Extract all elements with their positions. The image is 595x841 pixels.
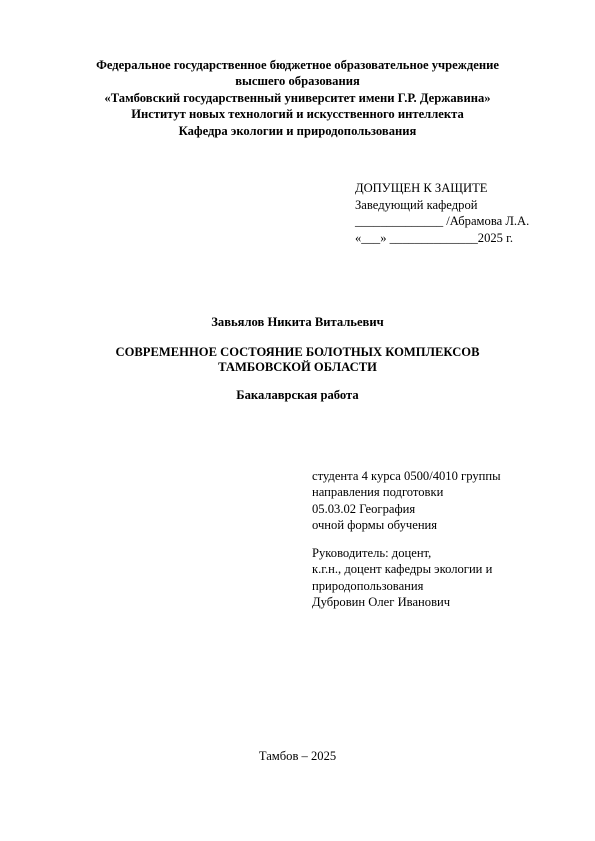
city-year: Тамбов – 2025 — [258, 749, 337, 763]
supervisor-degree: к.г.н., доцент кафедры экологии и — [312, 562, 493, 577]
supervisor-title: Руководитель: доцент, — [312, 546, 432, 560]
header-line-education-level: высшего образования — [235, 74, 360, 89]
approval-head-of-department: Заведующий кафедрой — [355, 197, 478, 212]
student-info-direction: направления подготовки — [312, 485, 444, 500]
institution-header — [70, 57, 525, 139]
approval-date-line: «___» ______________2025 г. — [355, 230, 514, 245]
thesis-title-line-2: ТАМБОВСКОЙ ОБЛАСТИ — [218, 359, 377, 374]
supervisor-info — [312, 545, 492, 611]
work-type: Бакалаврская работа — [236, 388, 359, 402]
thesis-title — [70, 345, 525, 375]
approval-heading: ДОПУЩЕН К ЗАЩИТЕ — [355, 181, 488, 195]
author-name: Завьялов Никита Витальевич — [211, 315, 384, 329]
thesis-title-line-1: СОВРЕМЕННОЕ СОСТОЯНИЕ БОЛОТНЫХ КОМПЛЕКСОВ — [115, 345, 480, 359]
supervisor-name: Дубровин Олег Иванович — [312, 595, 451, 610]
header-line-federal: Федеральное государственное бюджетное образовательное учреждение — [96, 58, 499, 72]
approval-signature-line: ______________ /Абрамова Л.А. — [355, 214, 530, 229]
supervisor-department: природопользования — [312, 578, 424, 593]
student-info-program: 05.03.02 География — [312, 501, 416, 516]
student-info-study-form: очной формы обучения — [312, 518, 438, 533]
student-info — [312, 468, 501, 534]
header-line-university: «Тамбовский государственный университет имени Г.Р. Державина» — [104, 90, 491, 105]
header-line-department: Кафедра экологии и природопользования — [178, 123, 417, 138]
student-info-course: студента 4 курса 0500/4010 группы — [312, 469, 501, 483]
header-line-institute: Институт новых технологий и искусственного интеллекта — [131, 107, 464, 122]
approval-block — [355, 180, 529, 246]
